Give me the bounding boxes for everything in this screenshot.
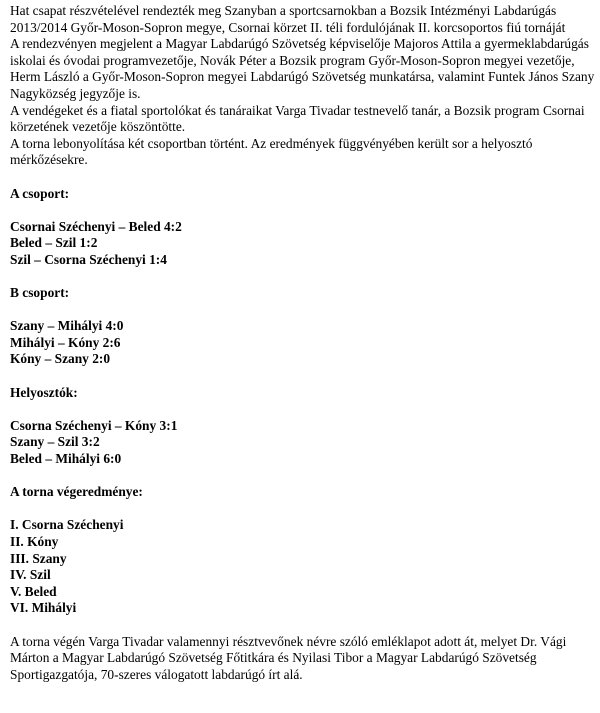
spacer	[10, 169, 595, 186]
group-a-result: Csornai Széchenyi – Beled 4:2	[10, 218, 182, 234]
final-ranking-item: I. Csorna Széchenyi	[10, 517, 124, 533]
intro-paragraph-format: A torna lebonyolítása két csoportban történt. Az eredmények függvényében került sor a helyosztó mérkőzésekre.	[10, 135, 533, 168]
spacer	[10, 269, 595, 286]
group-b-heading: B csoport:	[10, 285, 70, 301]
placement-result: Beled – Mihályi 6:0	[10, 451, 122, 467]
intro-paragraph-event: Hat csapat részvételével rendezték meg Szanyban a sportcsarnokban a Bozsik Intézményi Labdarúgás 2013/2014 Győr-Moson-Sopron megye, Csornai körzet II. téli fordulójának II. korcsoportos fiú tornáját	[10, 3, 566, 35]
placement-result: Szany – Szil 3:2	[10, 434, 100, 450]
group-b-result: Szany – Mihályi 4:0	[10, 318, 124, 334]
placement-heading: Helyosztók:	[10, 384, 78, 400]
closing-paragraph: A torna végén Varga Tivadar valamennyi résztvevőnek névre szóló emléklapot adott át, melyet Dr. Vági Márton a Magyar Labdarúgó Szövetség Főtitkára és Nyilasi Tibor a Magyar Labdarúgó Szövetség Sportigazgatója, 70-szeres válogatott labdarúgó írt alá.	[10, 633, 567, 682]
final-ranking-item: VI. Mihályi	[10, 600, 77, 616]
group-b-result: Mihályi – Kóny 2:6	[10, 334, 121, 350]
spacer	[10, 368, 595, 385]
group-a-heading: A csoport:	[10, 185, 70, 201]
final-standings-heading: A torna végeredménye:	[10, 484, 143, 500]
spacer	[10, 501, 595, 518]
intro-paragraph-guests: A rendezvényen megjelent a Magyar Labdarúgó Szövetség képviselője Majoros Attila a gyermeklabdarúgás iskolai és óvodai programvezetője, Novák Péter a Bozsik program Győr-Moson-Sopron megyei vezetője, Herm László a Győr-Moson-Sopron megyei Labdarúgó Szövetség munkatársa, valamint Funtek János Szany Nagyközség jegyzője is.	[10, 36, 595, 101]
group-a-result: Beled – Szil 1:2	[10, 235, 98, 251]
final-ranking-item: II. Kóny	[10, 534, 59, 549]
spacer	[10, 401, 595, 418]
final-ranking-item: V. Beled	[10, 583, 57, 599]
intro-paragraph-welcome: A vendégeket és a fiatal sportolókat és tanáraikat Varga Tivadar testnevelő tanár, a Bozsik program Csornai körzetének vezetője köszöntötte.	[10, 102, 585, 135]
spacer	[10, 468, 595, 485]
final-ranking-item: IV. Szil	[10, 567, 51, 583]
spacer	[10, 617, 595, 634]
final-ranking-item: III. Szany	[10, 550, 67, 566]
group-b-result: Kóny – Szany 2:0	[10, 351, 111, 367]
group-a-result: Szil – Csorna Széchenyi 1:4	[10, 251, 167, 267]
placement-result: Csorna Széchenyi – Kóny 3:1	[10, 417, 178, 433]
article-body	[10, 3, 595, 683]
spacer	[10, 202, 595, 219]
spacer	[10, 302, 595, 319]
